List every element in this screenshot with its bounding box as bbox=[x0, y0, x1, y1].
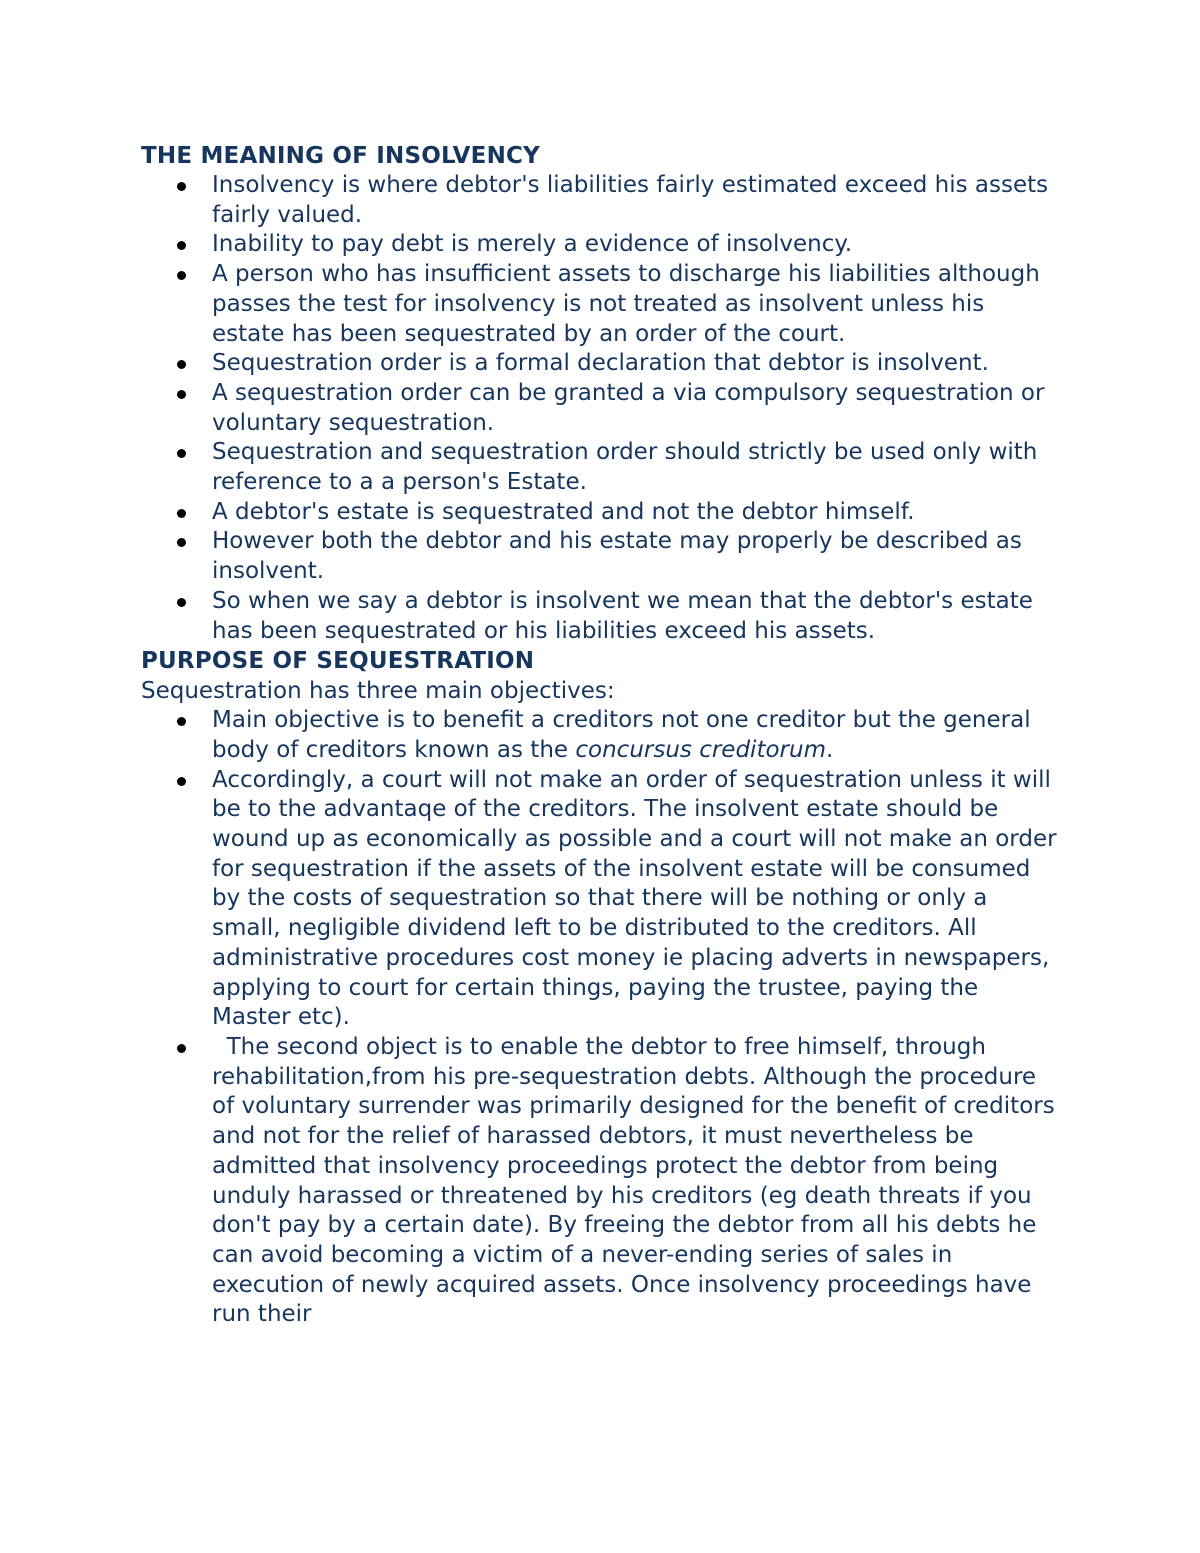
heading-meaning-of-insolvency: THE MEANING OF INSOLVENCY bbox=[141, 143, 540, 169]
bullet-icon bbox=[177, 241, 186, 250]
document-page bbox=[141, 141, 1061, 1330]
list-item-text: However both the debtor and his estate may properly be described as insolvent. bbox=[212, 528, 1022, 585]
list-item-text: Main objective is to benefit a creditors not one creditor but the general body of creditors known as the bbox=[212, 707, 1031, 763]
list-item bbox=[141, 349, 1061, 379]
list-item bbox=[141, 260, 1061, 349]
list-item-text-end: . bbox=[825, 736, 834, 763]
list-item bbox=[141, 230, 1061, 260]
heading-purpose-of-sequestration: PURPOSE OF SEQUESTRATION bbox=[141, 648, 535, 675]
list-item bbox=[141, 706, 1061, 765]
list-item bbox=[141, 379, 1061, 438]
bullet-icon bbox=[177, 271, 186, 280]
list-item-text: A sequestration order can be granted a via compulsory sequestration or voluntary sequestration. bbox=[212, 379, 1045, 436]
list-item-text: Sequestration order is a formal declaration that debtor is insolvent. bbox=[212, 350, 989, 377]
list-item bbox=[141, 1033, 1061, 1330]
bullet-icon bbox=[177, 598, 186, 607]
list-item bbox=[141, 498, 1061, 528]
list-item-text: Sequestration and sequestration order should strictly be used only with reference to a a person's Estate. bbox=[212, 439, 1038, 496]
italic-term: concursus creditorum bbox=[575, 736, 826, 763]
objectives-bullet-list bbox=[141, 706, 1061, 1330]
list-item-text: Accordingly, a court will not make an order of sequestration unless it will be to the advantaqe of the creditors. The insolvent estate should be wound up as economically as possible and a court will not make an order for sequestration if the assets of the insolvent estate will be consumed by the costs of sequestration so that there will be nothing or only a small, negligible dividend left to be distributed to the creditors. All administrative procedures cost money ie placing adverts in newspapers, applying to court for certain things, paying the trustee, paying the Master etc). bbox=[212, 766, 1057, 1031]
bullet-icon bbox=[177, 390, 186, 399]
list-item-text: So when we say a debtor is insolvent we mean that the debtor's estate has been sequestrated or his liabilities exceed his assets. bbox=[212, 587, 1033, 644]
list-item-text: The second object is to enable the debtor to free himself, through rehabilitation,from his pre-sequestration debts. Although the procedure of voluntary surrender was primarily designed for the benefit of creditors and not for the relief of harassed debtors, it must nevertheless be admitted that insolvency proceedings protect the debtor from being unduly harassed or threatened by his creditors (eg death threats if you don't pay by a certain date). By freeing the debtor from all his debts he can avoid becoming a victim of a never-ending series of sales in execution of newly acquired assets. Once insolvency proceedings have run their bbox=[212, 1033, 1063, 1328]
insolvency-bullet-list bbox=[141, 171, 1061, 646]
list-item bbox=[141, 438, 1061, 497]
bullet-icon bbox=[177, 1044, 186, 1053]
list-item-text: A debtor's estate is sequestrated and not the debtor himself. bbox=[212, 498, 915, 525]
list-item bbox=[141, 171, 1061, 230]
bullet-icon bbox=[177, 509, 186, 518]
list-item-text: Insolvency is where debtor's liabilities fairly estimated exceed his assets fairly valued. bbox=[212, 172, 1049, 228]
list-item bbox=[141, 766, 1061, 1033]
list-item-text: Inability to pay debt is merely a evidence of insolvency. bbox=[212, 231, 853, 258]
list-item bbox=[141, 527, 1061, 586]
bullet-icon bbox=[177, 717, 186, 726]
bullet-icon bbox=[177, 538, 186, 547]
list-item-text: A person who has insufficient assets to discharge his liabilities although passes the test for insolvency is not treated as insolvent unless his estate has been sequestrated by an order of the court. bbox=[212, 261, 1040, 347]
list-item bbox=[141, 587, 1061, 646]
bullet-icon bbox=[177, 449, 186, 458]
bullet-icon bbox=[177, 360, 186, 369]
bullet-icon bbox=[177, 777, 186, 786]
objectives-intro: Sequestration has three main objectives: bbox=[141, 678, 615, 705]
bullet-icon bbox=[177, 182, 186, 191]
